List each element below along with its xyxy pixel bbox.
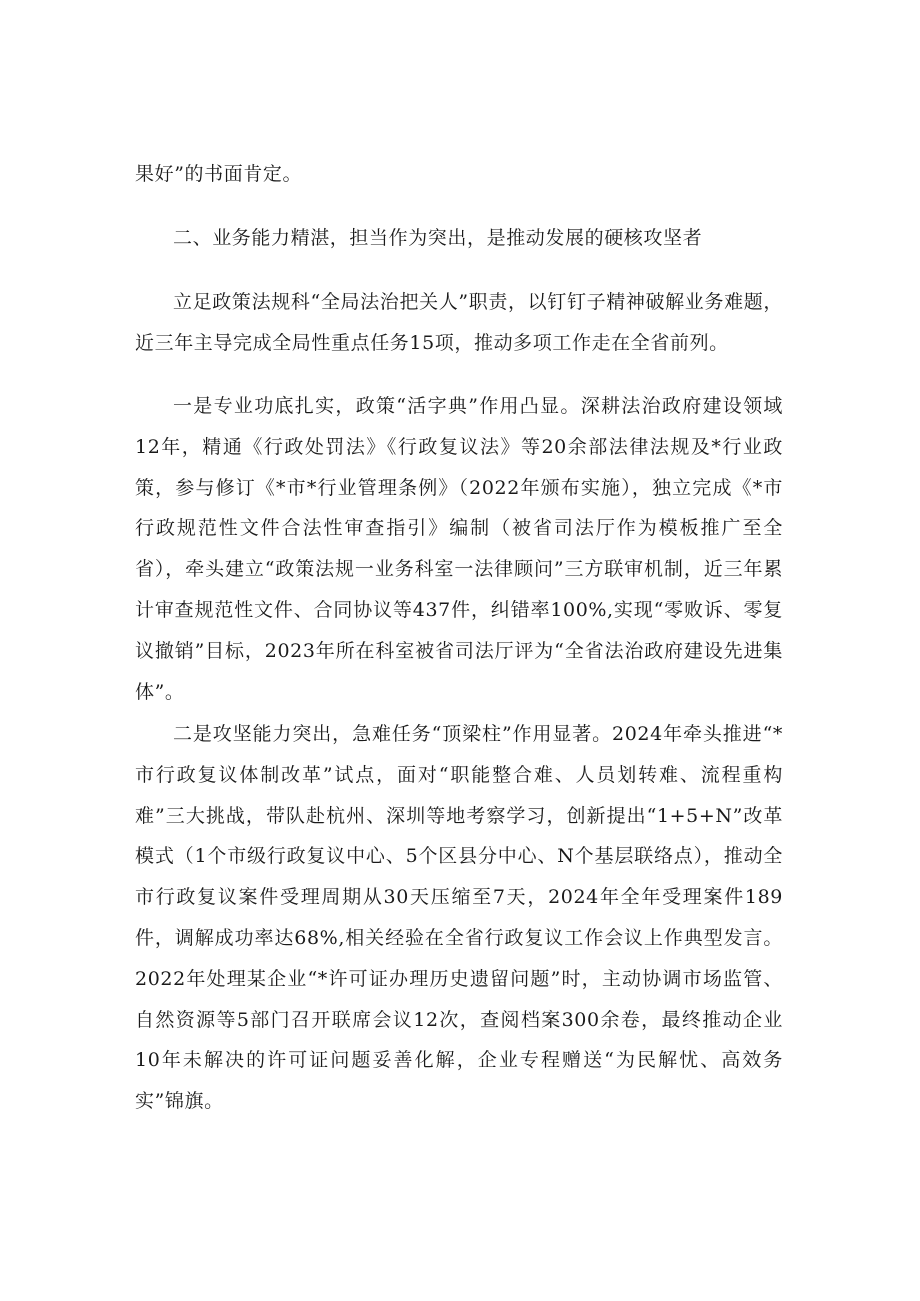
paragraph-tackling-ability: 二是攻坚能力突出，急难任务“顶梁柱”作用显著。2024年牵头推进“*市行政复议体制改革”试点，面对“职能整合难、人员划转难、流程重构难”三大挑战，带队赴杭州、深圳等地考察学习，创新提出“1+5+N”改革模式（1个市级行政复议中心、5个区县分中心、N个基层联络点），推动全市行政复议案件受理周期从30天压缩至7天，2024年全年受理案件189件，调解成功率达68%,相关经验在全省行政复议工作会议上作典型发言。2022年处理某企业“*许可证办理历史遗留问题”时，主动协调市场监管、自然资源等5部门召开联席会议12次，查阅档案300余卷，最终推动企业10年未解决的许可证问题妥善化解，企业专程赠送“为民解忧、高效务实”锦旗。 <box>135 723 783 1113</box>
paragraph-professional-skills: 一是专业功底扎实，政策“活字典”作用凸显。深耕法治政府建设领域12年，精通《行政处罚法》《行政复议法》等20余部法律法规及*行业政策，参与修订《*市*行业管理条例》（2022年颁布实施），独立完成《*市行政规范性文件合法性审查指引》编制（被省司法厅作为模板推广至全省），牵头建立“政策法规一业务科室一法律顾问”三方联审机制，近三年累计审查规范性文件、合同协议等437件，纠错率100%,实现“零败诉、零复议撤销”目标，2023年所在科室被省司法厅评为“全省法治政府建设先进集体”。 <box>135 395 783 703</box>
paragraph-continuation: 果好”的书面肯定。 <box>135 163 303 185</box>
section-heading: 二、业务能力精湛，担当作为突出，是推动发展的硬核攻坚者 <box>173 227 703 249</box>
paragraph-intro: 立足政策法规科“全局法治把关人”职责，以钉钉子精神破解业务难题，近三年主导完成全局性重点任务15项，推动多项工作走在全省前列。 <box>135 291 783 354</box>
